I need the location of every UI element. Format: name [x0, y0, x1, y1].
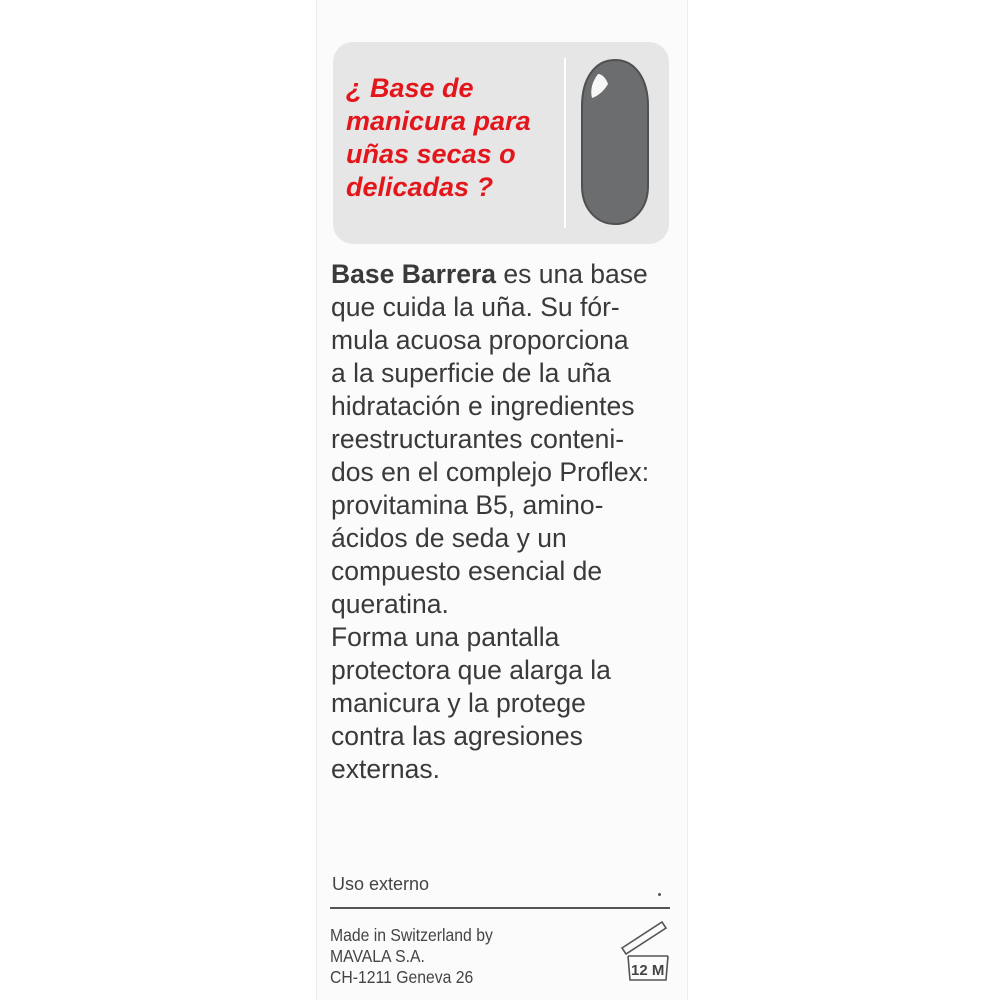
- pao-label: 12 M: [631, 962, 665, 979]
- product-name: Base Barrera: [331, 259, 497, 289]
- footer-rule: [330, 907, 670, 909]
- open-jar-icon: [618, 916, 674, 984]
- product-description: [331, 258, 676, 786]
- question-heading: ¿ Base de manicura para uñas secas o delicadas ?: [346, 73, 531, 202]
- manufacturer-info: Made in Switzerland by MAVALA S.A. CH-1211 Geneva 26: [330, 925, 493, 987]
- print-dot: [658, 893, 661, 896]
- usage-note: Uso externo: [332, 874, 430, 894]
- nail-icon: [578, 58, 652, 226]
- description-text: es una base que cuida la uña. Su fór- mula acuosa proporciona a la superficie de la uña hidratación e ingredientes reestructurantes conteni- dos en el complejo Proflex: provitamina B5, amino- ácidos de seda y un compuesto esencial de queratina. Forma una pantalla protectora que alarga la manicura y la protege contra las agresiones externas.: [331, 259, 650, 784]
- question-divider: [564, 58, 566, 228]
